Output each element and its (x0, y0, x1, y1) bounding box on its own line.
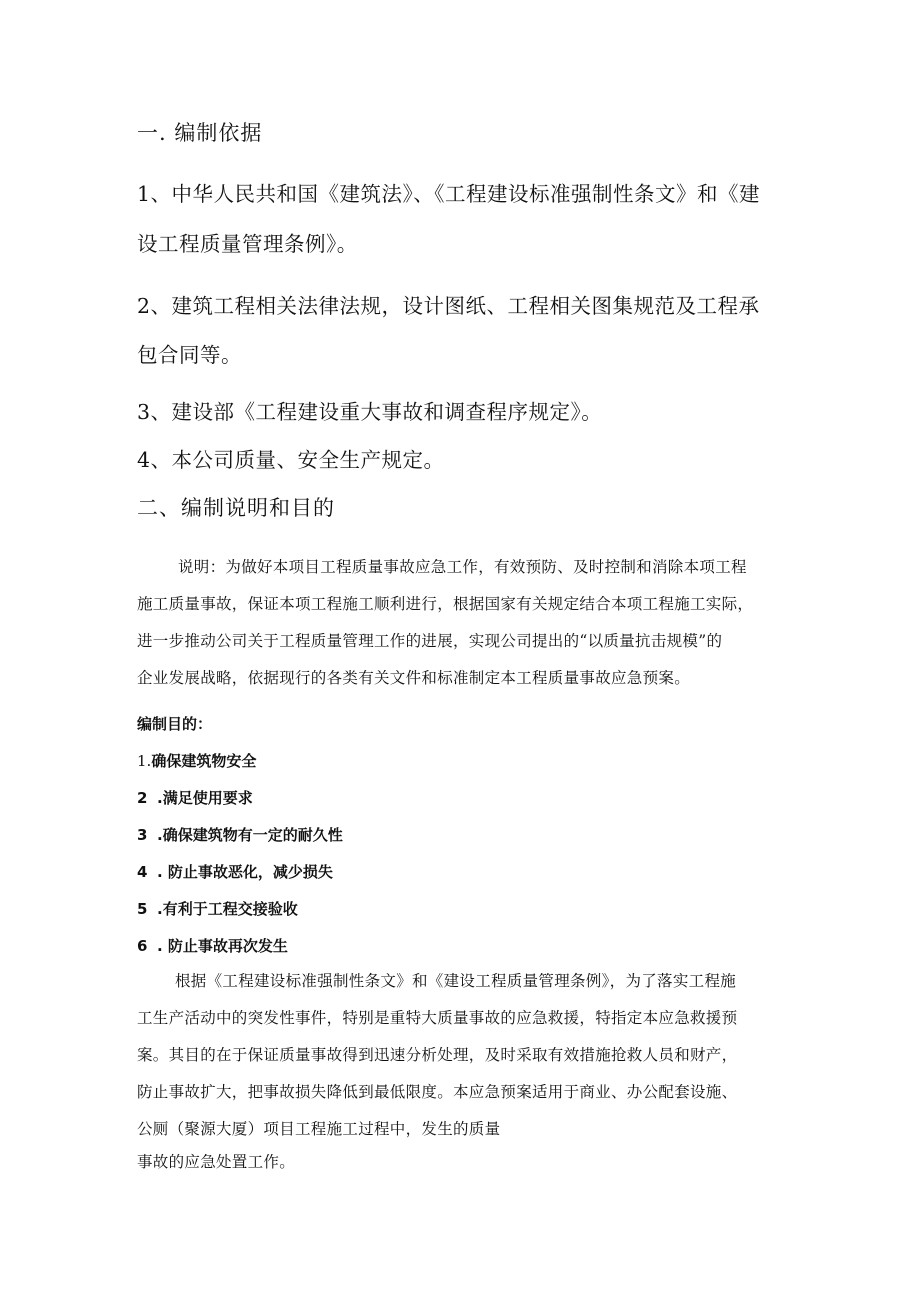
purpose-text: 确保建筑物安全 (151, 752, 257, 770)
basis-item-4: 4、本公司质量、安全生产规定。 (137, 448, 445, 472)
purpose-num: 3 (137, 826, 148, 844)
paragraph-line-4: 企业发展战略，依据现行的各类有关文件和标准制定本工程质量事故应急预案。 (137, 669, 691, 687)
closing-line-3: 案。其目的在于保证质量事故得到迅速分析处理，及时采取有效措施抢救人员和财产， (137, 1046, 738, 1064)
purpose-item-6 (137, 935, 288, 956)
purpose-text: . 防止事故恶化，减少损失 (157, 863, 333, 881)
section-heading-basis: 一. 编制依据 (137, 121, 263, 145)
purpose-item-3 (137, 824, 343, 845)
closing-line-6: 事故的应急处置工作。 (137, 1153, 296, 1171)
purpose-text: .确保建筑物有一定的耐久性 (157, 826, 343, 844)
closing-line-4: 防止事故扩大，把事故损失降低到最低限度。本应急预案适用于商业、办公配套设施、 (137, 1083, 738, 1101)
closing-line-2: 工生产活动中的突发性事件，特别是重特大质量事故的应急救援，特指定本应急救援预 (137, 1009, 738, 1027)
paragraph-line-1: 说明：为做好本项目工程质量事故应急工作，有效预防、及时控制和消除本项工程 (178, 558, 747, 576)
basis-item-1-line-1: 1、中华人民共和国《建筑法》、《工程建设标准强制性条文》和《建 (137, 182, 761, 206)
purpose-text: .有利于工程交接验收 (157, 900, 298, 918)
purpose-title: 编制目的： (137, 715, 213, 733)
purpose-item-5 (137, 898, 298, 919)
basis-item-3: 3、建设部《工程建设重大事故和调查程序规定》。 (137, 400, 603, 424)
closing-line-5: 公厕（聚源大厦）项目工程施工过程中，发生的质量 (137, 1120, 501, 1138)
purpose-num: 6 (137, 937, 148, 955)
purpose-num: 2 (137, 789, 148, 807)
basis-item-1-line-2: 设工程质量管理条例》。 (137, 232, 358, 256)
purpose-text: . 防止事故再次发生 (157, 937, 288, 955)
purpose-item-1 (137, 750, 256, 771)
purpose-num: 1. (137, 752, 152, 770)
basis-item-2-line-1: 2、建筑工程相关法律法规，设计图纸、工程相关图集规范及工程承 (137, 294, 760, 318)
purpose-num: 4 (137, 863, 148, 881)
paragraph-line-2: 施工质量事故，保证本项工程施工顺利进行，根据国家有关规定结合本项工程施工实际， (137, 595, 754, 613)
section-heading-explanation: 二、编制说明和目的 (137, 496, 335, 520)
purpose-item-2 (137, 787, 253, 808)
basis-item-2-line-2: 包合同等。 (137, 343, 242, 367)
purpose-item-4 (137, 861, 333, 882)
paragraph-line-3: 进一步推动公司关于工程质量管理工作的进展，实现公司提出的“以质量抗击规模”的 (137, 632, 723, 650)
closing-line-1: 根据《工程建设标准强制性条文》和《建设工程质量管理条例》，为了落实工程施 (175, 972, 737, 990)
purpose-text: .满足使用要求 (157, 789, 253, 807)
purpose-num: 5 (137, 900, 148, 918)
